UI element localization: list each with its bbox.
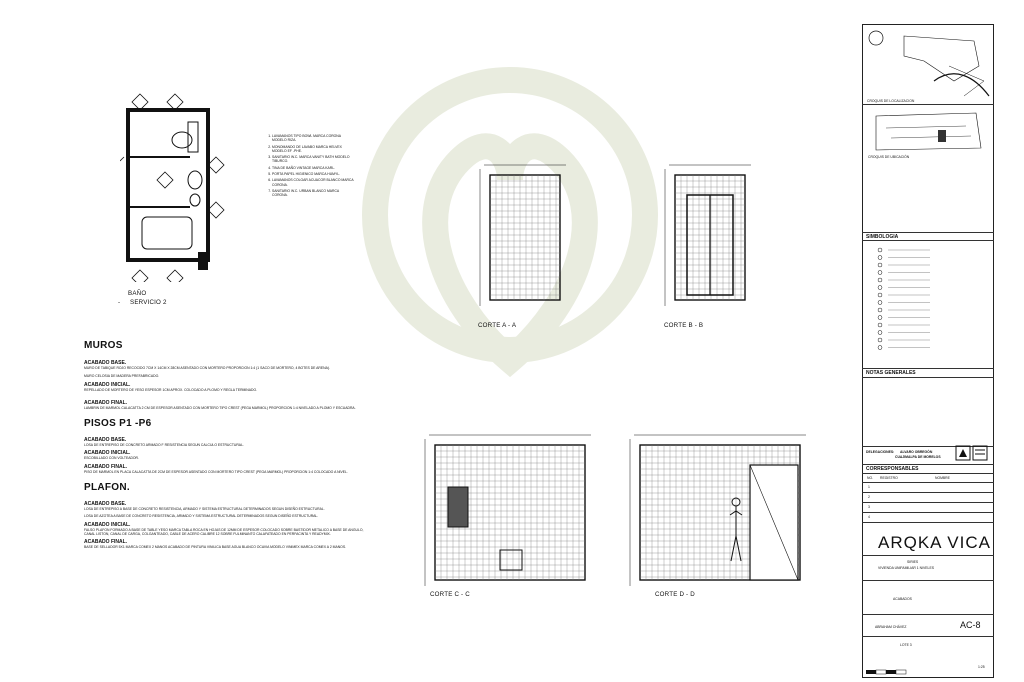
spec-text: FALSO PLAFON FORMADO A BASE DE TABLE YESO MARCA TABLA ROCA EN HOJAS DE 12MM DE ESPESOR COLOCADO SOBRE BASTIDOR METALICO A BASE DE ANGULO, CANAL LISTON, CANAL DE CARGA, COLGANTEADO, CABLE DE ACERO CALIBRE 12 SOBRE FULMINANTO CALAFATEADO EN PERFACINTA Y READYMIX. (84, 527, 364, 536)
author-name: ABRAHAM CHÁVEZ (875, 625, 907, 629)
spec-text: LOSA DE AZOTEA A BASE DE CONCRETO RESISTENCIA, ARMADO Y SISTEMA ESTRUCTURAL DETERMINADOS SEGUN DISEÑO ESTRUCTURAL. (84, 514, 319, 519)
col-registro: REGISTRO (880, 476, 898, 480)
plan-type: ACABADOS (893, 597, 912, 601)
project-name: SIRIES (907, 560, 919, 564)
col-no: NO. (867, 476, 874, 480)
row-number: 3 (868, 505, 870, 509)
plan-bullet: - (118, 299, 121, 306)
spec-text: ESCOBILLADO CON VOLTEADOR. (84, 456, 139, 461)
col-nombre: NOMBRE (935, 476, 950, 480)
plan-subtitle: SERVICIO 2 (130, 299, 167, 306)
location-map (864, 26, 992, 102)
scale-bar (866, 668, 926, 676)
seal-icon (955, 445, 989, 463)
fixture-list (262, 134, 354, 200)
pisos-base-heading: ACABADO BASE. (84, 437, 127, 444)
project-type: VIVIENDA UNIFAMILIAR 1 NIVELES (878, 566, 934, 570)
fixture-item: 1. LAVAMANOS TIPO BOWL MARCA CORONA MODELO RIZA. (272, 134, 354, 143)
spec-text: MURO CELOSIA DE MADERA PREFABRICADO. (84, 374, 160, 379)
simbologia-label: SIMBOLOGIA (866, 234, 899, 240)
fixture-item: 2. MONOMANDO DE LAVABO MARCA HELVEX MODELO EF -PHE. (272, 145, 354, 154)
fixture-item: 6. LAVAMANOS COLGAR ACUACOR BLANCO MARCA CORONA. (272, 178, 354, 187)
delegacion-2: CUAJIMALPA DE MORELOS (895, 455, 941, 459)
fixture-item: 7. SANITARIO W.C. URBAN BLANCO MARCA CORONA. (272, 189, 354, 198)
spec-text: PISO DE MARMOL EN PLACA CALACATTA DE 2CM DE ESPESOR ASENTADO CON MORTERO TIPO CREST (PEGA MARMOL) PROPORCION 1:4 COLOCADO A NIVEL. (84, 469, 348, 474)
specifications (84, 340, 374, 550)
row-number: 4 (868, 515, 870, 519)
fixture-item: 4. TINA DE BAÑO VINTAGE MARCA KARL. (272, 166, 354, 170)
plafon-inicial-heading: ACABADO INICIAL. (84, 521, 131, 528)
lote-label: LOTE 3 (900, 643, 912, 647)
plafon-base-heading: ACABADO BASE. (84, 501, 127, 508)
muros-inicial-heading: ACABADO INICIAL. (84, 381, 131, 388)
elevation-d (620, 420, 815, 590)
pisos-inicial-heading: ACABADO INICIAL. (84, 450, 131, 457)
plafon-heading: PLAFON. (84, 482, 130, 494)
fixture-item: 3. SANITARIO W.C. MARCA VANITY BATH MODELO TIBURCO. (272, 155, 354, 164)
elevation-b (655, 150, 765, 315)
corte-d-label: CORTE D - D (655, 591, 695, 598)
corte-b-label: CORTE B - B (664, 322, 704, 329)
spec-text: LAMBRIN DE MARMOL CALACATTA 2 CM DE ESPESOR ASENTADO CON MORTERO TIPO CREST (PEGA MARMOL) PROPORCION 1:4 NIVELADO A PLOMO Y ESCUADRA. (84, 405, 356, 410)
fixture-item: 5. PORTA PAPEL HIGIENICO MARCA HUMYL. (272, 172, 354, 176)
plafon-final-heading: ACABADO FINAL. (84, 539, 128, 546)
muros-final-heading: ACABADO FINAL. (84, 399, 128, 406)
notas-label: NOTAS GENERALES (866, 370, 916, 376)
croquis-localizacion-label: CROQUIS DE LOCALIZACION (867, 99, 915, 103)
muros-heading: MUROS (84, 340, 123, 351)
delegacion-label: DELEGACIONES: (866, 450, 895, 454)
symbol-legend (870, 244, 980, 354)
scale-label: 1:25 (978, 665, 985, 669)
elevation-c (415, 420, 595, 590)
row-number: 1 (868, 485, 870, 489)
sheet-number: AC-8 (960, 620, 981, 630)
corresponsables-label: CORRESPONSABLES (866, 466, 919, 472)
muros-base-heading: ACABADO BASE. (84, 360, 127, 366)
site-map (866, 108, 990, 156)
delegacion-1: ALVARO OBREGÓN (900, 450, 933, 454)
firm-name: ARQKA VICA (878, 533, 991, 552)
spec-text: BASE DE SELLADOR 5X1 MARCA COMEX 2 MANOS ACABADO DE PINTURA VINILICA BASE AGUA BLANCO OCAVIA MODELO VINIMEX MARCA COMEX A 2 MANOS. (84, 545, 347, 550)
pisos-heading: PISOS P1 -P6 (84, 418, 152, 430)
spec-text: LOSA DE ENTREPISO DE CONCRETO ARMADO F RESISTENCIA SEGUN CALCULO ESTRUCTURAL. (84, 443, 244, 448)
bathroom-floor-plan (120, 92, 225, 282)
elevation-a (470, 150, 580, 315)
spec-text: MURO DE TABIQUE ROJO RECOCIDO 7CM X 14CM X 28CM ASENTADO CON MORTERO PROPORCION 1:4 (1 SACO DE MORTERO, 4 BOTES DE ARENA). (84, 366, 330, 370)
row-number: 2 (868, 495, 870, 499)
pisos-final-heading: ACABADO FINAL. (84, 463, 128, 470)
spec-text: REPELLADO DE MORTERO DE YESO ESPESOR 1CM APROX. COLOCADO A PLOMO Y REGLA TERMINADO. (84, 387, 258, 392)
corte-c-label: CORTE C - C (430, 591, 470, 598)
plan-title: BAÑO (128, 290, 147, 297)
croquis-ubicacion-label: CROQUIS DE UBICACIÓN (868, 155, 910, 159)
corte-a-label: CORTE A - A (478, 322, 517, 329)
spec-text: LOSA DE ENTREPISO A BASE DE CONCRETO RESISTENCIA, ARMADO Y SISTEMA ESTRUCTURAL DETERMINADOS SEGUN DISEÑO ESTRUCTURAL. (84, 507, 325, 512)
